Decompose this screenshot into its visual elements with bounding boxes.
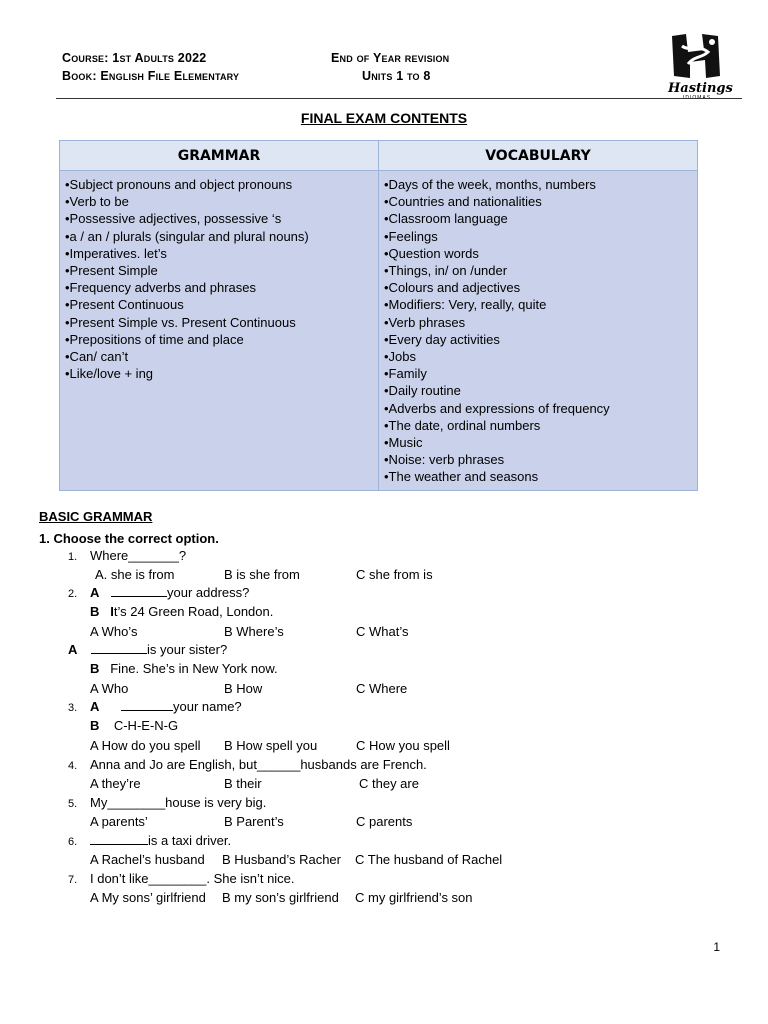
grammar-item: •Subject pronouns and object pronouns — [65, 177, 293, 192]
course-label: Course: — [62, 51, 109, 65]
grammar-item: •Possessive adjectives, possessive ‘s — [65, 211, 282, 227]
vocabulary-item: •The date, ordinal numbers — [384, 417, 541, 433]
grammar-item: •Present Simple vs. Present Continuous — [65, 314, 296, 330]
header-divider — [56, 98, 742, 99]
vocabulary-item: •The weather and seasons — [384, 469, 539, 485]
grammar-list — [65, 176, 372, 382]
q1-option-b: B is she from — [224, 567, 300, 582]
q3-option-a: A How do you spell — [90, 738, 201, 753]
answer-blank — [90, 833, 148, 845]
book-label: Book: — [62, 69, 97, 83]
book-value: English File Elementary — [100, 69, 240, 83]
speaker-a: A — [90, 585, 100, 600]
q2b-option-b: B How — [224, 681, 263, 696]
question-text: your address? — [167, 585, 250, 600]
logo-text: Hastings — [668, 81, 733, 96]
answer-blank — [121, 699, 173, 711]
question-1 — [68, 548, 186, 563]
question-text: your name? — [173, 699, 242, 714]
question-number: 2. — [68, 588, 78, 600]
q2b-option-c: C Where — [356, 681, 408, 696]
question-7 — [68, 871, 295, 886]
speaker-a: A — [90, 699, 100, 714]
q2-option-b: B Where’s — [224, 624, 284, 639]
vocabulary-item: •Adverbs and expressions of frequency — [384, 400, 610, 416]
q5-option-a: A parents’ — [90, 814, 148, 829]
grammar-item: •Imperatives. let’s — [65, 245, 167, 261]
question-number: 3. — [68, 702, 78, 714]
grammar-column — [60, 171, 379, 491]
vocabulary-item: •Things, in/ on /under — [384, 263, 508, 279]
q1-option-c: C she from is — [356, 567, 433, 582]
vocabulary-item: •Every day activities — [384, 331, 500, 347]
q2-option-c: C What’s — [356, 624, 409, 639]
q2-answer-b — [90, 604, 273, 619]
vocabulary-item: •Noise: verb phrases — [384, 452, 505, 468]
vocabulary-item: •Family — [384, 366, 427, 382]
q2b-answer-b — [90, 661, 278, 676]
grammar-item: •Present Continuous — [65, 297, 184, 313]
question-3 — [68, 699, 242, 714]
vocabulary-item: •Verb phrases — [384, 314, 466, 330]
answer-b-first: I — [110, 604, 114, 619]
q4-option-b: B their — [224, 776, 262, 791]
vocabulary-item: •Colours and adjectives — [384, 280, 521, 296]
vocabulary-item: •Days of the week, months, numbers — [384, 177, 596, 192]
vocabulary-item: •Music — [384, 435, 423, 451]
q5-option-b: B Parent’s — [224, 814, 284, 829]
vocabulary-list — [384, 176, 691, 486]
page-title: FINAL EXAM CONTENTS — [300, 110, 468, 126]
vocabulary-item: •Daily routine — [384, 383, 461, 399]
vocabulary-column — [379, 171, 698, 491]
grammar-item: •Present Simple — [65, 263, 158, 279]
question-number: 7. — [68, 874, 78, 886]
q5-option-c: C parents — [356, 814, 413, 829]
header-center-line2: Units 1 to 8 — [362, 69, 431, 83]
q7-option-a: A My sons’ girlfriend — [90, 890, 206, 905]
course-line — [62, 51, 206, 65]
q7-option-c: C my girlfriend’s son — [355, 890, 473, 905]
grammar-header: GRAMMAR — [60, 141, 379, 171]
q6-option-c: C The husband of Rachel — [355, 852, 503, 867]
speaker-a: A — [68, 642, 78, 657]
vocabulary-item: •Classroom language — [384, 211, 508, 227]
grammar-item: •Frequency adverbs and phrases — [65, 280, 256, 296]
q3-answer-b — [90, 718, 178, 733]
header-center-line1: End of Year revision — [331, 51, 450, 65]
question-6 — [68, 833, 231, 848]
question-number: 4. — [68, 760, 78, 772]
vocabulary-item: •Question words — [384, 245, 479, 261]
question-number: 1. — [68, 551, 78, 563]
vocabulary-item: •Modifiers: Very, really, quite — [384, 297, 547, 313]
grammar-item: •Can/ can’t — [65, 349, 129, 365]
question-text: is your sister? — [147, 642, 228, 657]
question-stem: My________house is very big. — [90, 795, 267, 810]
q3-option-c: C How you spell — [356, 738, 450, 753]
book-line — [62, 69, 239, 83]
speaker-b: B — [90, 604, 100, 619]
question-stem: is a taxi driver. — [148, 833, 232, 848]
exercise-instruction: 1. Choose the correct option. — [39, 531, 219, 546]
answer-b: Fine. She’s in New York now. — [110, 661, 278, 676]
q2b-option-a: A Who — [90, 681, 129, 696]
hastings-logo — [668, 32, 733, 96]
q4-option-a: A they’re — [90, 776, 141, 791]
answer-blank — [91, 642, 147, 654]
speaker-b: B — [90, 661, 100, 676]
answer-b: C-H-E-N-G — [113, 718, 179, 733]
answer-b-rest: t’s 24 Green Road, London. — [113, 604, 274, 619]
grammar-item: •Prepositions of time and place — [65, 331, 244, 347]
q4-option-c: C they are — [359, 776, 419, 791]
grammar-item: •Like/love + ing — [65, 366, 154, 382]
q2-option-a: A Who’s — [90, 624, 138, 639]
question-2b — [68, 642, 227, 657]
question-5 — [68, 795, 266, 810]
contents-table — [59, 140, 698, 491]
page-number: 1 — [713, 940, 720, 954]
question-2 — [68, 585, 249, 600]
q7-option-b: B my son’s girlfriend — [222, 890, 339, 905]
vocabulary-item: •Feelings — [384, 228, 438, 244]
q1-option-a: A. she is from — [95, 567, 175, 582]
question-number: 6. — [68, 836, 78, 848]
vocabulary-header: VOCABULARY — [379, 141, 698, 171]
speaker-b: B — [90, 718, 100, 733]
section-title: BASIC GRAMMAR — [39, 509, 153, 524]
q6-option-b: B Husband’s Racher — [222, 852, 341, 867]
grammar-item: •Verb to be — [65, 194, 129, 210]
question-4 — [68, 757, 427, 772]
q6-option-a: A Rachel’s husband — [90, 852, 205, 867]
vocabulary-item: •Countries and nationalities — [384, 194, 542, 210]
q3-option-b: B How spell you — [224, 738, 318, 753]
answer-blank — [111, 585, 167, 597]
grammar-item: •a / an / plurals (singular and plural nouns) — [65, 228, 309, 244]
question-number: 5. — [68, 798, 78, 810]
logo-mark-icon — [668, 32, 726, 80]
course-value: 1st Adults 2022 — [112, 51, 207, 65]
question-stem: Where_______? — [90, 548, 187, 563]
question-stem: I don’t like________. She isn’t nice. — [90, 871, 295, 886]
vocabulary-item: •Jobs — [384, 349, 417, 365]
question-stem: Anna and Jo are English, but______husbands are French. — [90, 757, 427, 772]
